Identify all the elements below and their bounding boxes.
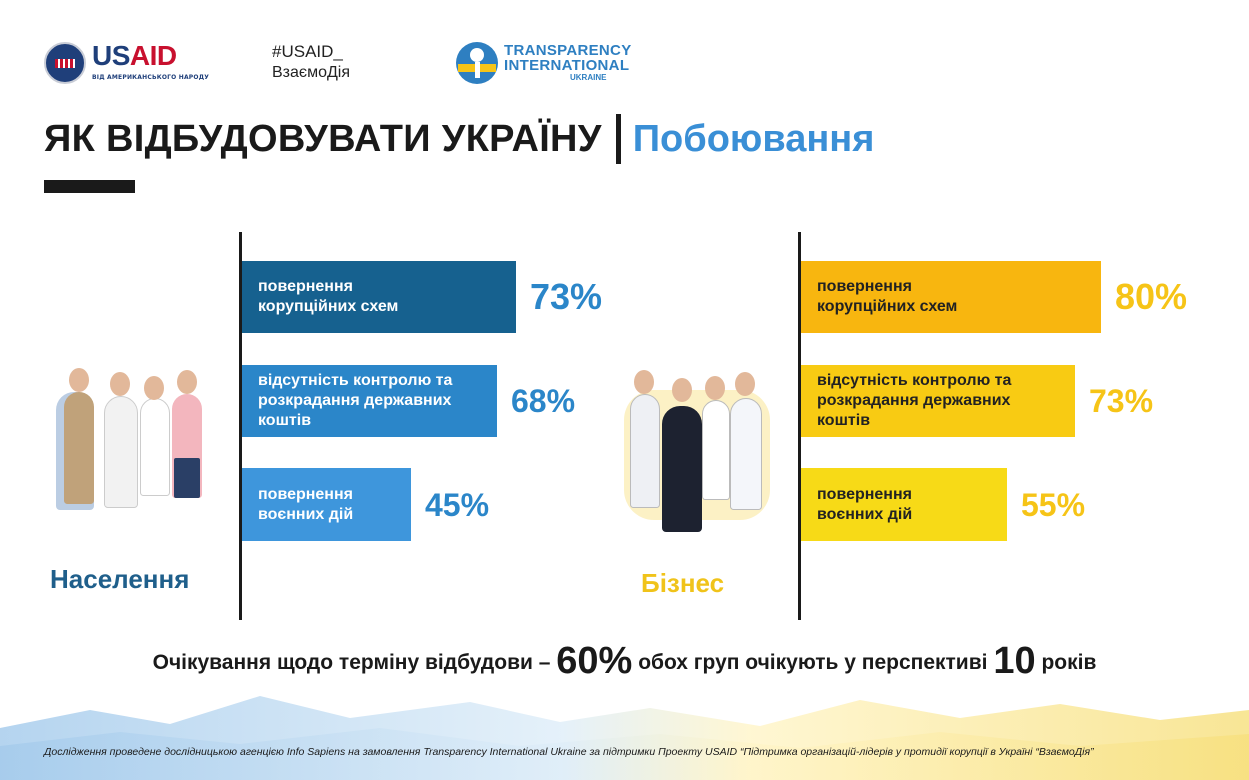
- usaid-logo: [44, 40, 210, 88]
- summary-text-1: Очікування щодо терміну відбудови –: [152, 651, 551, 674]
- business-value-label-2: 73%: [1089, 383, 1154, 419]
- project-name: ВзаємоДія: [272, 64, 351, 81]
- business-label: Бізнес: [641, 568, 725, 598]
- title-main: ЯК ВІДБУДОВУВАТИ УКРАЇНУ: [44, 118, 602, 160]
- business-chart: [801, 232, 1221, 620]
- page-title: [44, 111, 874, 167]
- title-separator: [616, 114, 621, 164]
- usaid-seal-icon: [44, 42, 86, 84]
- business-bar-3: [801, 468, 1007, 541]
- population-bar-label-1: повернення корупційних схем: [258, 278, 399, 315]
- title-underline: [44, 180, 135, 193]
- ti-wordmark: TRANSPARENCY INTERNATIONAL UKRAINE: [504, 42, 632, 82]
- population-bar-label-2: відсутність контролю та розкрадання державних коштів: [258, 372, 453, 429]
- business-people-illustration: [622, 360, 772, 535]
- population-bar-label-3: повернення воєнних дій: [258, 486, 354, 523]
- footnote: Дослідження проведене дослідницькою агенцією Info Sapiens на замовлення Transparency International Ukraine за підтримки Проекту USAID “Підтримка організацій-лідерів у протидії корупції в Україні “ВзаємоДія”: [44, 746, 1094, 758]
- population-bar-3: [242, 468, 411, 541]
- population-bar-2: [242, 365, 497, 437]
- population-people-illustration: [52, 362, 212, 522]
- population-label: Населення: [50, 564, 190, 594]
- decorative-mountains: [0, 688, 1249, 780]
- transparency-international-logo: [456, 42, 656, 88]
- summary-percent: 60%: [556, 640, 633, 682]
- business-bar-label-1: повернення корупційних схем: [817, 278, 958, 315]
- business-bar-label-3: повернення воєнних дій: [817, 486, 913, 523]
- business-bar-2: [801, 365, 1075, 437]
- hashtag-text: #USAID_: [272, 42, 343, 61]
- title-subtitle: Побоювання: [632, 118, 875, 160]
- summary-years: 10: [993, 640, 1036, 682]
- business-value-label-1: 80%: [1115, 276, 1188, 317]
- population-chart: [242, 232, 642, 620]
- population-value-label-3: 45%: [425, 487, 490, 523]
- population-bar-1: [242, 261, 516, 333]
- population-value-label-2: 68%: [511, 383, 576, 419]
- business-bar-label-2: відсутність контролю та розкрадання державних коштів: [817, 372, 1012, 429]
- business-value-label-3: 55%: [1021, 487, 1086, 523]
- vzaiemodiia-logo: [272, 42, 372, 88]
- summary-text-3: років: [1041, 651, 1097, 674]
- business-bar-1: [801, 261, 1101, 333]
- summary-line: [0, 640, 1249, 683]
- usaid-subtitle: ВІД АМЕРИКАНСЬКОГО НАРОДУ: [92, 74, 210, 81]
- population-value-label-1: 73%: [530, 276, 603, 317]
- usaid-wordmark: USAID: [92, 40, 177, 71]
- summary-text-2: обох груп очікують у перспективі: [638, 651, 988, 674]
- ti-emblem-icon: [456, 42, 498, 84]
